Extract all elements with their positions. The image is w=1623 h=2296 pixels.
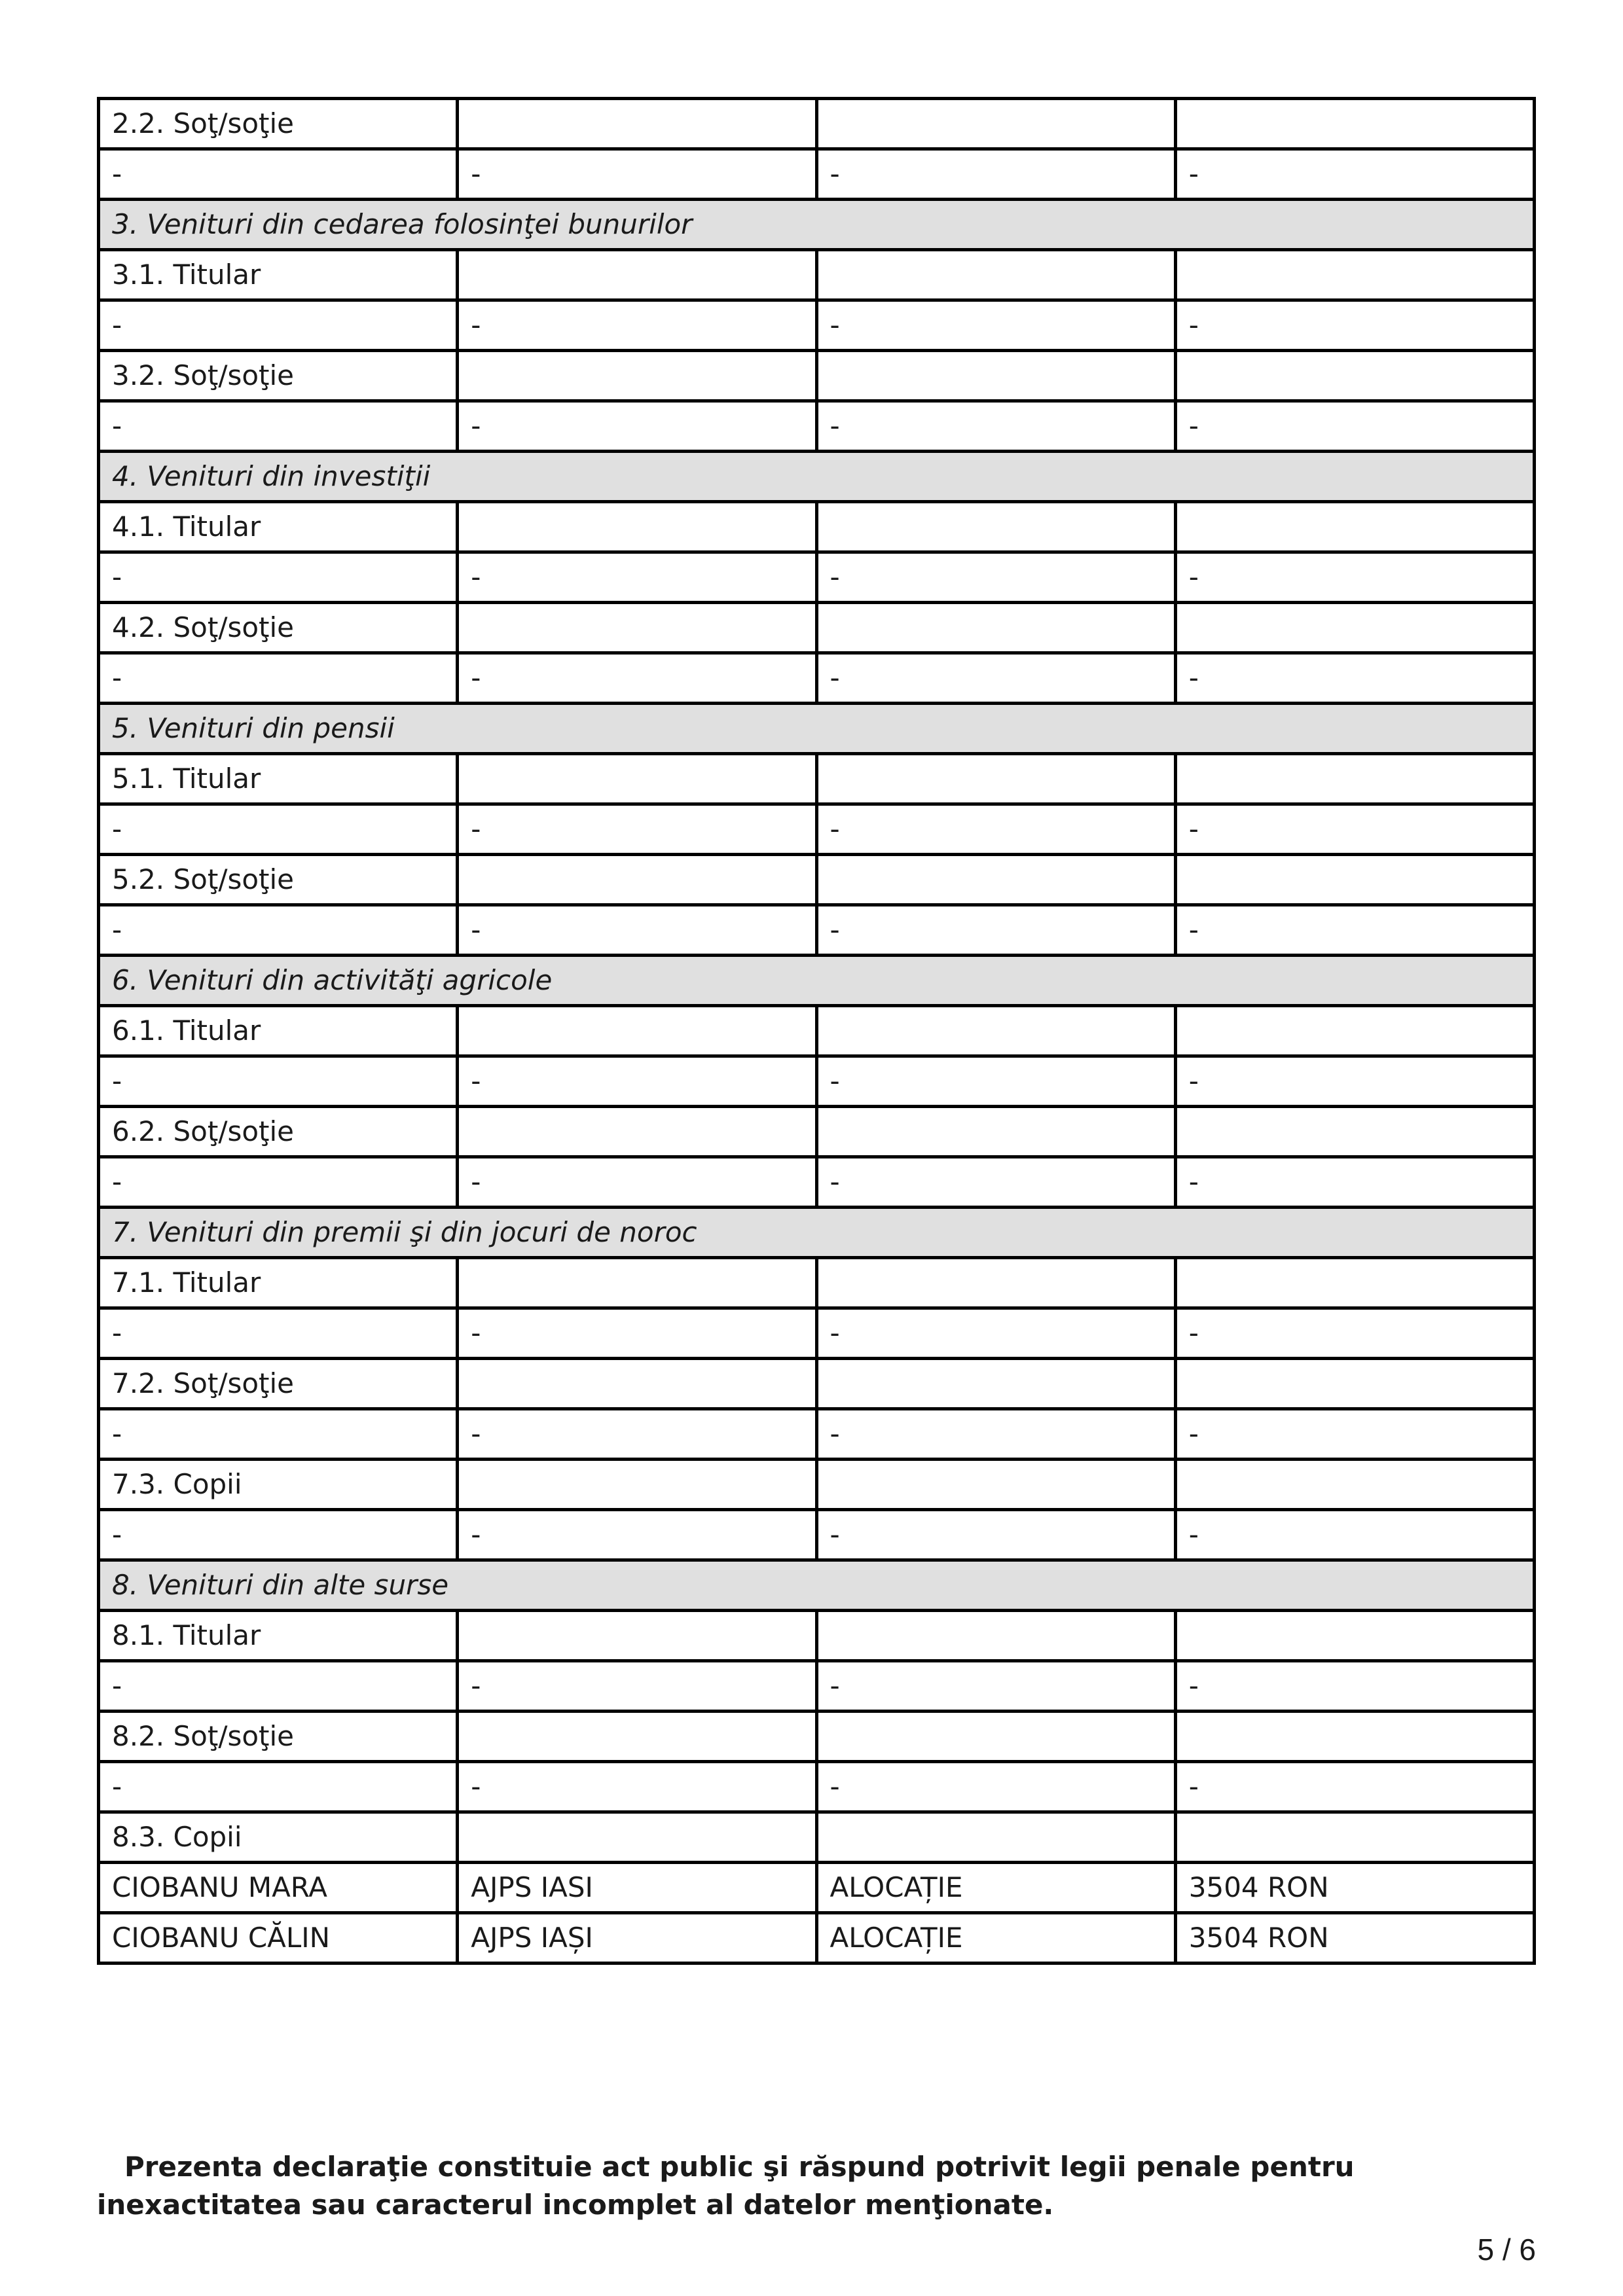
table-cell: - bbox=[1175, 401, 1534, 452]
table-cell bbox=[1175, 502, 1534, 552]
table-cell bbox=[816, 1611, 1175, 1661]
table-cell: - bbox=[99, 1762, 458, 1812]
table-cell: 3.2. Soţ/soţie bbox=[99, 351, 458, 401]
table-cell: - bbox=[816, 149, 1175, 200]
table-cell: ALOCAȚIE bbox=[816, 1863, 1175, 1913]
table-cell: - bbox=[99, 1308, 458, 1359]
table-row bbox=[99, 552, 1535, 603]
table-cell: - bbox=[458, 300, 816, 351]
table-cell: 8.2. Soţ/soţie bbox=[99, 1712, 458, 1762]
table-row bbox=[99, 99, 1535, 149]
table-cell bbox=[458, 1359, 816, 1409]
table-cell bbox=[458, 754, 816, 804]
table-cell bbox=[1175, 1006, 1534, 1056]
table-cell: 3504 RON bbox=[1175, 1913, 1534, 1964]
table-cell: - bbox=[1175, 552, 1534, 603]
table-cell: - bbox=[99, 300, 458, 351]
table-row bbox=[99, 855, 1535, 905]
table-row bbox=[99, 1863, 1535, 1913]
table-cell: 7.2. Soţ/soţie bbox=[99, 1359, 458, 1409]
table-cell bbox=[1175, 1359, 1534, 1409]
table-cell bbox=[816, 754, 1175, 804]
section-row bbox=[99, 452, 1535, 502]
table-row bbox=[99, 1308, 1535, 1359]
table-cell: 6.1. Titular bbox=[99, 1006, 458, 1056]
table-cell bbox=[458, 1460, 816, 1510]
table-cell: - bbox=[458, 1056, 816, 1107]
table-cell: - bbox=[816, 1510, 1175, 1560]
table-cell: ALOCAȚIE bbox=[816, 1913, 1175, 1964]
income-table-container bbox=[97, 97, 1536, 1965]
table-cell: - bbox=[458, 401, 816, 452]
income-table bbox=[97, 97, 1536, 1965]
table-cell bbox=[1175, 351, 1534, 401]
table-cell: - bbox=[1175, 300, 1534, 351]
table-cell: - bbox=[816, 1762, 1175, 1812]
table-cell: - bbox=[458, 1762, 816, 1812]
table-cell bbox=[458, 603, 816, 653]
table-cell: - bbox=[816, 552, 1175, 603]
table-cell: - bbox=[816, 1661, 1175, 1712]
table-cell: - bbox=[816, 1157, 1175, 1208]
table-cell: - bbox=[458, 1308, 816, 1359]
table-cell bbox=[458, 99, 816, 149]
table-cell: CIOBANU MARA bbox=[99, 1863, 458, 1913]
table-cell: 7.1. Titular bbox=[99, 1258, 458, 1308]
table-cell bbox=[458, 855, 816, 905]
section-heading: 3. Venituri din cedarea folosinţei bunurilor bbox=[99, 200, 1535, 250]
table-cell: - bbox=[99, 149, 458, 200]
table-cell bbox=[816, 1812, 1175, 1863]
table-cell: CIOBANU CĂLIN bbox=[99, 1913, 458, 1964]
table-row bbox=[99, 149, 1535, 200]
table-cell: - bbox=[458, 653, 816, 704]
table-cell: - bbox=[1175, 1661, 1534, 1712]
table-cell bbox=[816, 99, 1175, 149]
table-row bbox=[99, 603, 1535, 653]
table-cell: 8.3. Copii bbox=[99, 1812, 458, 1863]
table-cell: - bbox=[1175, 1762, 1534, 1812]
table-row bbox=[99, 1913, 1535, 1964]
section-row bbox=[99, 1208, 1535, 1258]
table-cell bbox=[458, 1006, 816, 1056]
table-cell: - bbox=[458, 1157, 816, 1208]
table-cell: - bbox=[816, 401, 1175, 452]
table-cell: 3504 RON bbox=[1175, 1863, 1534, 1913]
section-row bbox=[99, 704, 1535, 754]
table-cell: - bbox=[816, 804, 1175, 855]
table-cell: - bbox=[816, 300, 1175, 351]
table-row bbox=[99, 1409, 1535, 1460]
table-cell: - bbox=[99, 1056, 458, 1107]
table-row bbox=[99, 502, 1535, 552]
income-table-body bbox=[99, 99, 1535, 1964]
table-cell: 4.1. Titular bbox=[99, 502, 458, 552]
table-cell bbox=[1175, 1460, 1534, 1510]
section-row bbox=[99, 200, 1535, 250]
table-cell bbox=[458, 1258, 816, 1308]
table-cell: - bbox=[816, 1056, 1175, 1107]
table-row bbox=[99, 1359, 1535, 1409]
table-cell: - bbox=[99, 401, 458, 452]
table-cell bbox=[816, 1006, 1175, 1056]
table-cell: - bbox=[1175, 653, 1534, 704]
table-cell: - bbox=[816, 1409, 1175, 1460]
table-cell bbox=[816, 1258, 1175, 1308]
table-row bbox=[99, 250, 1535, 300]
table-row bbox=[99, 653, 1535, 704]
table-cell bbox=[1175, 1812, 1534, 1863]
section-heading: 6. Venituri din activităţi agricole bbox=[99, 956, 1535, 1006]
table-cell: - bbox=[816, 1308, 1175, 1359]
table-row bbox=[99, 300, 1535, 351]
table-cell bbox=[816, 1107, 1175, 1157]
table-cell: AJPS IAȘI bbox=[458, 1913, 816, 1964]
table-cell: - bbox=[458, 804, 816, 855]
table-row bbox=[99, 401, 1535, 452]
table-cell bbox=[1175, 250, 1534, 300]
table-row bbox=[99, 1762, 1535, 1812]
table-cell bbox=[458, 502, 816, 552]
table-cell: - bbox=[458, 1510, 816, 1560]
table-cell bbox=[458, 1812, 816, 1863]
table-row bbox=[99, 1611, 1535, 1661]
table-cell: - bbox=[1175, 1308, 1534, 1359]
table-row bbox=[99, 1510, 1535, 1560]
table-cell: - bbox=[99, 1661, 458, 1712]
table-cell bbox=[816, 351, 1175, 401]
table-cell bbox=[458, 250, 816, 300]
table-cell: - bbox=[99, 905, 458, 956]
table-cell: - bbox=[99, 804, 458, 855]
table-cell: 6.2. Soţ/soţie bbox=[99, 1107, 458, 1157]
table-cell: - bbox=[1175, 1056, 1534, 1107]
table-cell: - bbox=[99, 653, 458, 704]
table-cell: - bbox=[99, 552, 458, 603]
section-heading: 4. Venituri din investiţii bbox=[99, 452, 1535, 502]
table-cell bbox=[1175, 855, 1534, 905]
section-row bbox=[99, 956, 1535, 1006]
table-cell: 4.2. Soţ/soţie bbox=[99, 603, 458, 653]
table-row bbox=[99, 1661, 1535, 1712]
table-cell bbox=[458, 1611, 816, 1661]
table-cell: - bbox=[1175, 804, 1534, 855]
page-number: 5 / 6 bbox=[1477, 2233, 1536, 2267]
table-cell bbox=[1175, 1611, 1534, 1661]
table-cell bbox=[458, 1107, 816, 1157]
table-row bbox=[99, 754, 1535, 804]
table-cell bbox=[816, 250, 1175, 300]
table-cell: - bbox=[816, 905, 1175, 956]
table-cell: 7.3. Copii bbox=[99, 1460, 458, 1510]
table-row bbox=[99, 1107, 1535, 1157]
section-heading: 7. Venituri din premii şi din jocuri de noroc bbox=[99, 1208, 1535, 1258]
table-cell bbox=[1175, 99, 1534, 149]
section-heading: 5. Venituri din pensii bbox=[99, 704, 1535, 754]
table-cell bbox=[816, 603, 1175, 653]
table-cell: - bbox=[99, 1409, 458, 1460]
table-cell bbox=[1175, 1258, 1534, 1308]
table-cell: - bbox=[458, 149, 816, 200]
table-row bbox=[99, 1258, 1535, 1308]
table-row bbox=[99, 1812, 1535, 1863]
table-cell bbox=[458, 1712, 816, 1762]
table-cell bbox=[816, 855, 1175, 905]
table-cell bbox=[816, 502, 1175, 552]
table-cell: - bbox=[458, 552, 816, 603]
table-cell: 3.1. Titular bbox=[99, 250, 458, 300]
table-row bbox=[99, 1712, 1535, 1762]
table-cell: 5.1. Titular bbox=[99, 754, 458, 804]
table-cell: AJPS IASI bbox=[458, 1863, 816, 1913]
table-cell bbox=[458, 351, 816, 401]
table-cell: - bbox=[458, 905, 816, 956]
table-cell: - bbox=[1175, 1157, 1534, 1208]
table-cell: - bbox=[458, 1661, 816, 1712]
table-cell bbox=[1175, 1712, 1534, 1762]
table-cell bbox=[816, 1460, 1175, 1510]
table-row bbox=[99, 1460, 1535, 1510]
table-cell bbox=[1175, 754, 1534, 804]
table-cell: - bbox=[1175, 905, 1534, 956]
table-cell bbox=[1175, 603, 1534, 653]
table-cell: - bbox=[1175, 1409, 1534, 1460]
table-cell: - bbox=[458, 1409, 816, 1460]
table-cell: 2.2. Soţ/soţie bbox=[99, 99, 458, 149]
section-heading: 8. Venituri din alte surse bbox=[99, 1560, 1535, 1611]
table-row bbox=[99, 351, 1535, 401]
table-row bbox=[99, 905, 1535, 956]
table-cell bbox=[1175, 1107, 1534, 1157]
table-cell: - bbox=[1175, 1510, 1534, 1560]
table-cell: - bbox=[99, 1510, 458, 1560]
table-cell bbox=[816, 1712, 1175, 1762]
table-row bbox=[99, 1006, 1535, 1056]
table-cell bbox=[816, 1359, 1175, 1409]
table-cell: 5.2. Soţ/soţie bbox=[99, 855, 458, 905]
table-cell: - bbox=[816, 653, 1175, 704]
section-row bbox=[99, 1560, 1535, 1611]
legal-statement: Prezenta declaraţie constituie act public şi răspund potrivit legii penale pentru inexactitatea sau caracterul incomplet al datelor menţionate. bbox=[97, 2151, 1355, 2221]
table-row bbox=[99, 804, 1535, 855]
table-cell: 8.1. Titular bbox=[99, 1611, 458, 1661]
table-cell: - bbox=[1175, 149, 1534, 200]
table-row bbox=[99, 1157, 1535, 1208]
table-row bbox=[99, 1056, 1535, 1107]
table-cell: - bbox=[99, 1157, 458, 1208]
